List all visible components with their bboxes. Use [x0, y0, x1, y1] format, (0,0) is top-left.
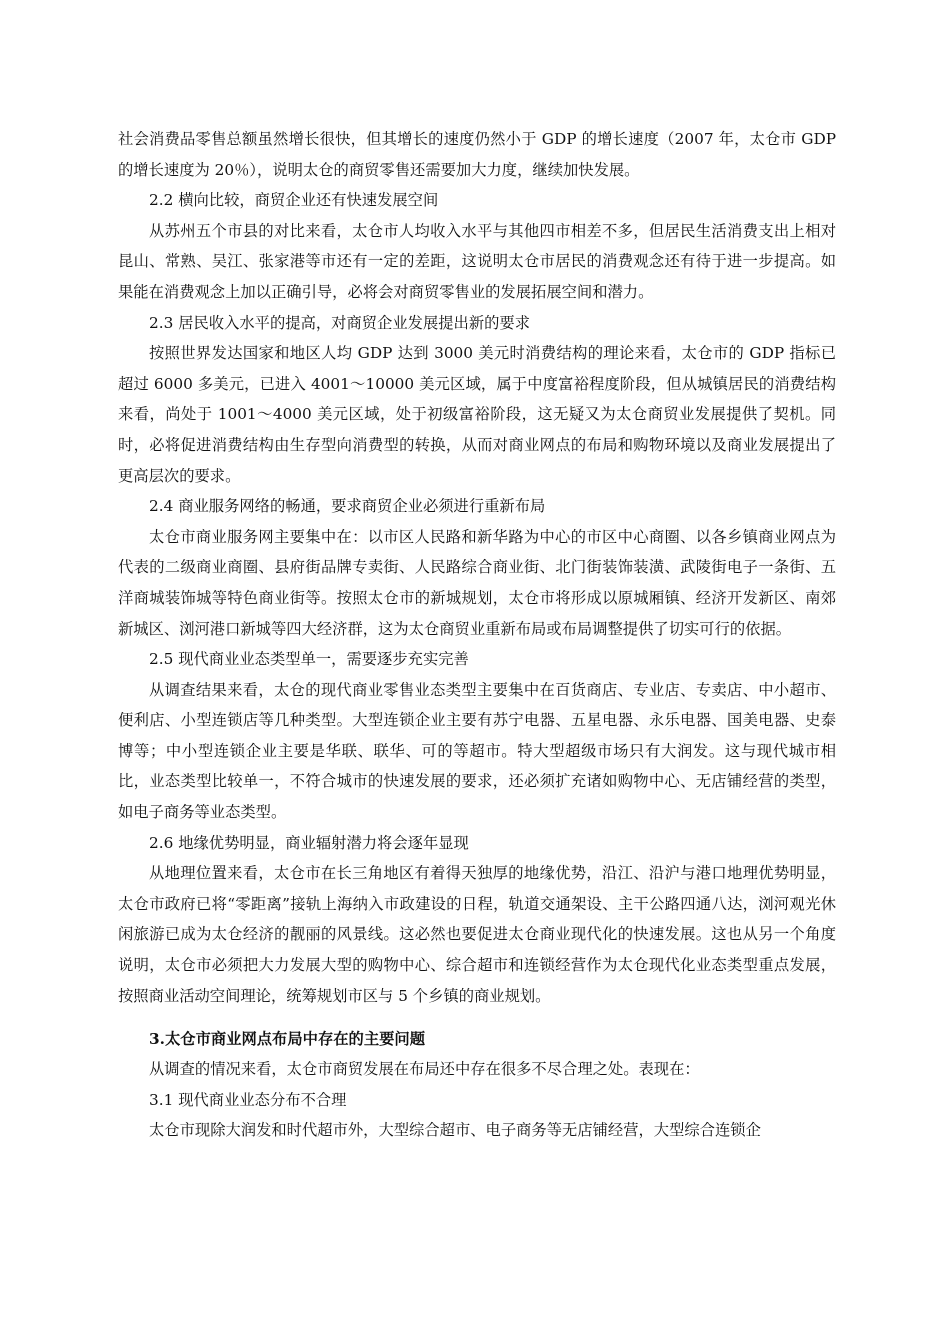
paragraph-section-3-1: 太仓市现除大润发和时代超市外，大型综合超市、电子商务等无店铺经营，大型综合连锁企 [149, 1121, 761, 1140]
paragraph-business-formats: 从调查结果来看，太仓的现代商业零售业态类型主要集中在百货商店、专业店、专卖店、中小超市、便利店、小型连锁店等几种类型。大型连锁企业主要有苏宁电器、五星电器、永乐电器、国美电器、史泰博等；中小型连锁企业主要是华联、联华、可的等超市。特大型超级市场只有大润发。这与现代城市相比，业态类型比较单一，不符合城市的快速发展的要求，还必须扩充诸如购物中心、无店铺经营的类型，如电子商务等业态类型。 [118, 680, 836, 822]
heading-2-6: 2.6 地缘优势明显，商业辐射潜力将会逐年显现 [149, 833, 469, 852]
heading-2-5: 2.5 现代商业业态类型单一，需要逐步充实完善 [149, 650, 469, 669]
heading-3-1: 3.1 现代商业业态分布不合理 [149, 1090, 347, 1109]
paragraph-section-3-intro: 从调查的情况来看，太仓市商贸发展在布局还中存在很多不尽合理之处。表现在： [149, 1060, 700, 1079]
paragraph-suzhou-comparison: 从苏州五个市县的对比来看，太仓市人均收入水平与其他四市相差不多，但居民生活消费支出上相对昆山、常熟、吴江、张家港等市还有一定的差距，这说明太仓市居民的消费观念还有待于进一步提高。如果能在消费观念上加以正确引导，必将会对商贸零售业的发展拓展空间和潜力。 [118, 221, 836, 301]
heading-section-3: 3.太仓市商业网点布局中存在的主要问题 [149, 1030, 426, 1049]
paragraph-location-advantage: 从地理位置来看，太仓市在长三角地区有着得天独厚的地缘优势，沿江、沿沪与港口地理优势明显，太仓市政府已将“零距离”接轨上海纳入市政建设的日程，轨道交通架设、主干公路四通八达，浏河观光休闲旅游已成为太仓经济的靓丽的风景线。这必然也要促进太仓商业现代化的快速发展。这也从另一个角度说明，太仓市必须把大力发展大型的购物中心、综合超市和连锁经营作为太仓现代化业态类型重点发展，按照商业活动空间理论，统筹规划市区与 5 个乡镇的商业规划。 [118, 864, 836, 1005]
heading-2-4: 2.4 商业服务网络的畅通，要求商贸企业必须进行重新布局 [149, 497, 546, 516]
document-body [118, 124, 836, 1146]
heading-2-2: 2.2 横向比较，商贸企业还有快速发展空间 [149, 191, 439, 210]
heading-2-3: 2.3 居民收入水平的提高，对商贸企业发展提出新的要求 [149, 313, 531, 332]
paragraph-service-network: 太仓市商业服务网主要集中在：以市区人民路和新华路为中心的市区中心商圈、以各乡镇商业网点为代表的二级商业商圈、县府街品牌专卖街、人民路综合商业街、北门街装饰装潢、武陵街电子一条街、五洋商城装饰城等特色商业街等。按照太仓市的新城规划，太仓市将形成以原城厢镇、经济开发新区、南郊新城区、浏河港口新城等四大经济群，这为太仓商贸业重新布局或布局调整提供了切实可行的依据。 [118, 527, 836, 638]
paragraph-income-level: 按照世界发达国家和地区人均 GDP 达到 3000 美元时消费结构的理论来看，太仓市的 GDP 指标已超过 6000 多美元，已进入 4001～10000 美元区域，属于中度富裕程度阶段，但从城镇居民的消费结构来看，尚处于 1001～4000 美元区域，处于初级富裕阶段，这无疑又为太仓商贸业发展提供了契机。同时，必将促进消费结构由生存型向消费型的转换，从而对商业网点的布局和购物环境以及商业发展提出了更高层次的要求。 [118, 344, 836, 485]
paragraph-gdp-growth: 社会消费品零售总额虽然增长很快，但其增长的速度仍然小于 GDP 的增长速度（2007 年，太仓市 GDP 的增长速度为 20％），说明太仓的商贸零售还需要加大力度，继续加快发展。 [118, 130, 836, 179]
